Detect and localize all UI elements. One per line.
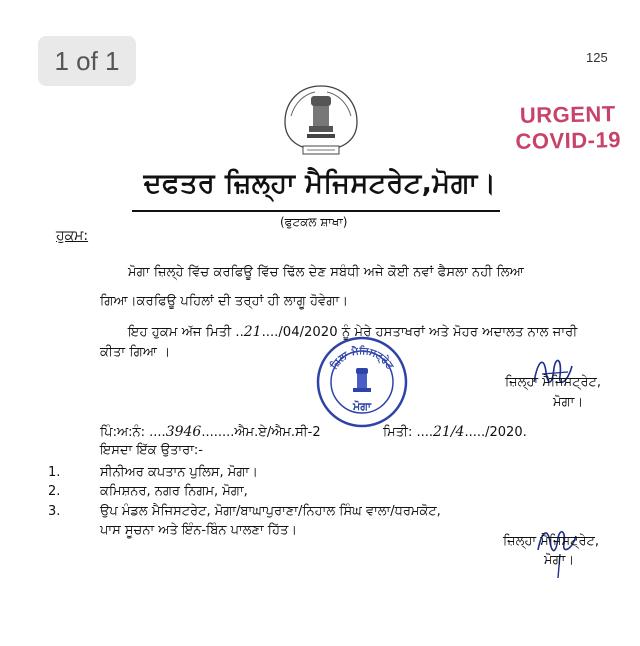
signature-2-icon bbox=[532, 524, 580, 580]
copy-number: 2. bbox=[48, 484, 61, 499]
ref-suffix: ........ਐਮ.ਏ/ਐਮ.ਸੀ-2 bbox=[201, 425, 321, 440]
signature-2-place: ਮੋਗਾ। bbox=[544, 553, 575, 568]
stamp-line-covid: COVID-19 bbox=[515, 127, 622, 154]
date-value: 21/4 bbox=[433, 424, 465, 440]
page-indicator: 1 of 1 bbox=[38, 36, 136, 86]
order-heading: ਹੁਕਮ: bbox=[56, 228, 89, 244]
branch-label: (ਫੁਟਕਲ ਸ਼ਾਖਾ) bbox=[280, 215, 348, 229]
paragraph-2-suffix: ..../04/2020 ਨੂੰ ਮੇਰੇ ਹਸਤਾਖਰਾਂ ਅਤੇ ਮੋਹਰ ਅਦਾਲਤ ਨਾਲ ਜਾਰੀ bbox=[261, 325, 578, 340]
state-emblem-icon bbox=[277, 82, 365, 160]
official-seal bbox=[316, 336, 408, 428]
paragraph-1-line-2: ਗਿਆ।ਕਰਫਿਊ ਪਹਿਲਾਂ ਦੀ ਤਰ੍ਹਾਂ ਹੀ ਲਾਗੂ ਹੋਵੇਗਾ। bbox=[100, 294, 349, 309]
date-prefix: ਮਿਤੀ: .... bbox=[383, 425, 434, 440]
copy-footer: ਪਾਸ ਸੂਚਨਾ ਅਤੇ ਇੰਨ-ਬਿੰਨ ਪਾਲਣਾ ਹਿੱਤ। bbox=[100, 523, 298, 538]
ref-prefix: ਪਿੰ:ਅ:ਨੰ: .... bbox=[100, 425, 166, 440]
signature-2-title: ਜ਼ਿਲ੍ਹਾ ਮੈਜਿਸਟ੍ਰੇਟ, bbox=[503, 534, 600, 549]
ref-number: 3946 bbox=[165, 424, 202, 440]
seal-bottom-text: ਮੋਗਾ bbox=[352, 400, 372, 413]
copy-number: 1. bbox=[48, 465, 61, 480]
issue-date-line bbox=[383, 424, 527, 440]
title-underline bbox=[132, 210, 500, 212]
seal-top-text: ਜ਼ਿਲਾ ਮੈਜਿਸਟ੍ਰੇਟ bbox=[328, 345, 396, 372]
paragraph-2-prefix: ਇਹ ਹੁਕਮ ਅੱਜ ਮਿਤੀ .. bbox=[128, 325, 244, 340]
copy-heading: ਇਸਦਾ ਇੱਕ ਉਤਾਰਾ:- bbox=[100, 443, 203, 458]
copy-recipient: ਉਪ ਮੰਡਲ ਮੈਜਿਸਟਰੇਟ, ਮੋਗਾ/ਬਾਘਾਪੁਰਾਣਾ/ਨਿਹਾਲ ਸਿੰਘ ਵਾਲਾ/ਧਰਮਕੋਟ, bbox=[100, 504, 441, 519]
seal-icon bbox=[316, 336, 408, 428]
signature-1-place: ਮੋਗਾ। bbox=[553, 395, 584, 410]
date-suffix: ...../2020. bbox=[464, 425, 527, 440]
copy-number: 3. bbox=[48, 504, 61, 519]
reference-number-line bbox=[100, 424, 321, 440]
document-page-number: 125 bbox=[586, 50, 608, 65]
paragraph-2-line-2: ਕੀਤਾ ਗਿਆ । bbox=[100, 345, 171, 360]
office-title: ਦਫਤਰ ਜ਼ਿਲ੍ਹਾ ਮੈਜਿਸਟਰੇਟ,ਮੋਗਾ। bbox=[143, 168, 497, 199]
copy-recipient: ਸੀਨੀਅਰ ਕਪਤਾਨ ਪੁਲਿਸ, ਮੋਗਾ। bbox=[100, 465, 258, 480]
stamp-line-urgent: URGENT bbox=[519, 101, 616, 128]
copy-recipient: ਕਮਿਸ਼ਨਰ, ਨਗਰ ਨਿਗਮ, ਮੋਗਾ, bbox=[100, 484, 248, 499]
urgent-stamp bbox=[514, 101, 623, 155]
paragraph-1-line-1: ਮੋਗਾ ਜ਼ਿਲ੍ਹੇ ਵਿੱਚ ਕਰਫਿਊ ਵਿੱਚ ਢਿੱਲ ਦੇਣ ਸਬੰਧੀ ਅਜੇ ਕੋਈ ਨਵਾਂ ਫੈਸਲਾ ਨਹੀ ਲਿਆ bbox=[128, 265, 525, 280]
signature-1-title: ਜ਼ਿਲ੍ਹਾ ਮੈਜਿਸਟ੍ਰੇਟ, bbox=[505, 375, 602, 390]
paragraph-2-day: 21 bbox=[243, 324, 262, 340]
